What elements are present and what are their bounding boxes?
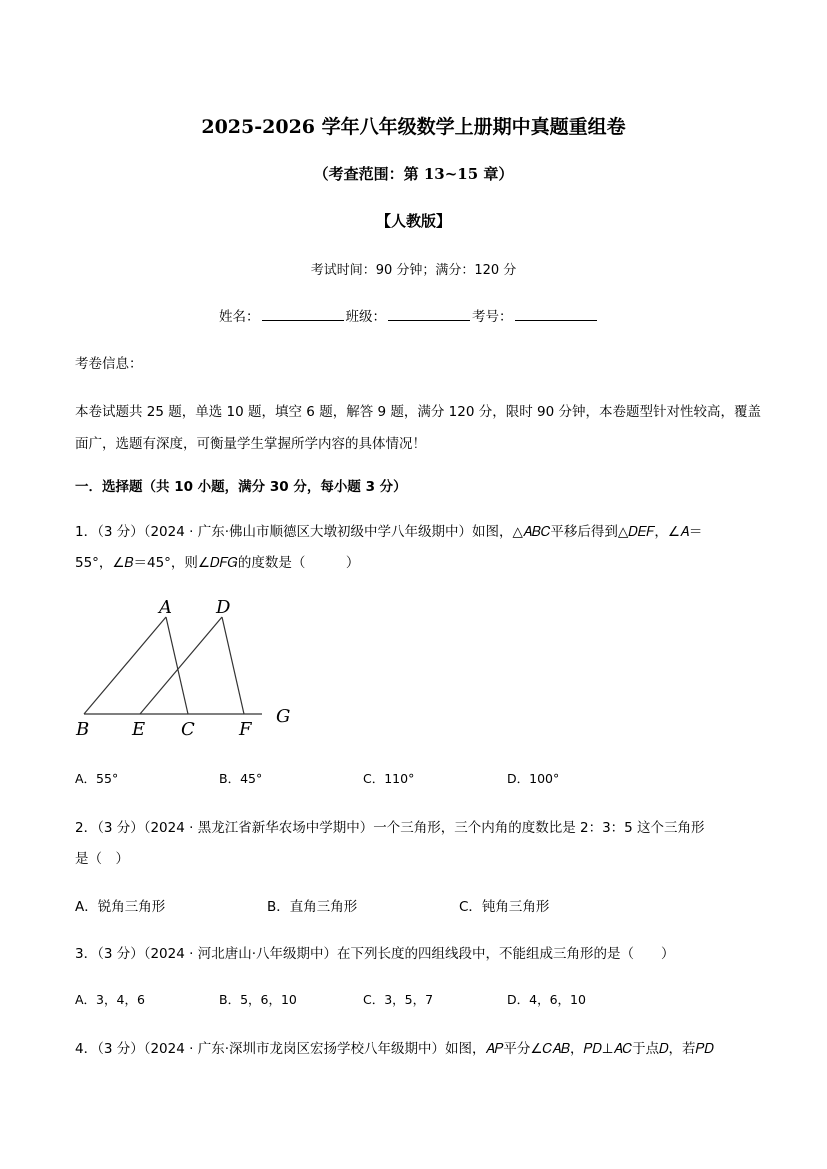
segment-df bbox=[222, 617, 244, 714]
q3-option-b[interactable]: B．5，6，10 bbox=[219, 992, 297, 1007]
label-e: E bbox=[132, 719, 146, 740]
label-b: B bbox=[76, 719, 90, 740]
exam-info-line1: 本卷试题共 25 题，单选 10 题，填空 6 题，解答 9 题，满分 120 分，限时 90 分钟，本卷题型针对性较高，覆盖 bbox=[75, 404, 761, 420]
q3-option-a[interactable]: A．3，4，6 bbox=[75, 992, 145, 1007]
q1-triangle-figure bbox=[70, 590, 310, 745]
q1-line2: 55°，∠𝐵＝45°，则∠𝐷𝐹𝐺的度数是（ ） bbox=[75, 555, 360, 571]
page-title: 2025-2026 学年八年级数学上册期中真题重组卷 bbox=[201, 116, 626, 138]
q1-option-b[interactable]: B．45° bbox=[219, 771, 263, 786]
label-a: A bbox=[159, 597, 172, 618]
q3-line1: 3．（3 分）（2024 · 河北唐山·八年级期中）在下列长度的四组线段中，不能组成三角形的是（ ） bbox=[75, 946, 675, 962]
label-f: F bbox=[239, 719, 252, 740]
q3-option-d[interactable]: D．4，6，10 bbox=[507, 992, 586, 1007]
exam-info-label: 考卷信息： bbox=[75, 356, 143, 372]
q2-line2: 是（ ） bbox=[75, 851, 129, 867]
q1-option-a[interactable]: A．55° bbox=[75, 771, 119, 786]
q4-line1: 4．（3 分）（2024 · 广东·深圳市龙岗区宏扬学校八年级期中）如图，𝐴𝑃平分∠𝐶𝐴𝐵，𝑃𝐷⊥𝐴𝐶于点𝐷，若𝑃𝐷 bbox=[75, 1041, 714, 1057]
exam-scope: （考查范围：第 13~15 章） bbox=[313, 165, 514, 183]
number-blank[interactable] bbox=[515, 308, 597, 321]
segment-ed bbox=[140, 617, 222, 714]
q2-line1: 2．（3 分）（2024 · 黑龙江省新华农场中学期中）一个三角形，三个内角的度数比是 2：3：5 这个三角形 bbox=[75, 820, 705, 836]
time-info: 考试时间：90 分钟；满分：120 分 bbox=[310, 263, 517, 278]
q1-option-d[interactable]: D．100° bbox=[507, 771, 560, 786]
class-blank[interactable] bbox=[388, 308, 470, 321]
exam-info-line2: 面广，选题有深度，可衡量学生掌握所学内容的具体情况！ bbox=[75, 436, 426, 452]
student-info-row bbox=[219, 305, 599, 325]
edition-label: 【人教版】 bbox=[375, 212, 451, 230]
section-heading: 一．选择题（共 10 小题，满分 30 分，每小题 3 分） bbox=[75, 479, 407, 495]
q1-line1: 1．（3 分）（2024 · 广东·佛山市顺德区大墩初级中学八年级期中）如图，△𝐴𝐵𝐶平移后得到△𝐷𝐸𝐹，∠𝐴＝ bbox=[75, 524, 703, 540]
number-label: 考号： bbox=[472, 309, 513, 325]
segment-ba bbox=[84, 617, 166, 714]
segment-ac bbox=[166, 617, 188, 714]
q2-option-b[interactable]: B．直角三角形 bbox=[267, 899, 358, 915]
class-label: 班级： bbox=[345, 309, 386, 325]
q1-option-c[interactable]: C．110° bbox=[363, 771, 415, 786]
name-blank[interactable] bbox=[262, 308, 344, 321]
q2-option-c[interactable]: C．钝角三角形 bbox=[459, 899, 550, 915]
name-label: 姓名： bbox=[219, 309, 260, 325]
q3-option-c[interactable]: C．3，5，7 bbox=[363, 992, 434, 1007]
label-d: D bbox=[216, 597, 231, 618]
label-c: C bbox=[181, 719, 195, 740]
label-g: G bbox=[276, 706, 291, 727]
q2-option-a[interactable]: A．锐角三角形 bbox=[75, 899, 166, 915]
